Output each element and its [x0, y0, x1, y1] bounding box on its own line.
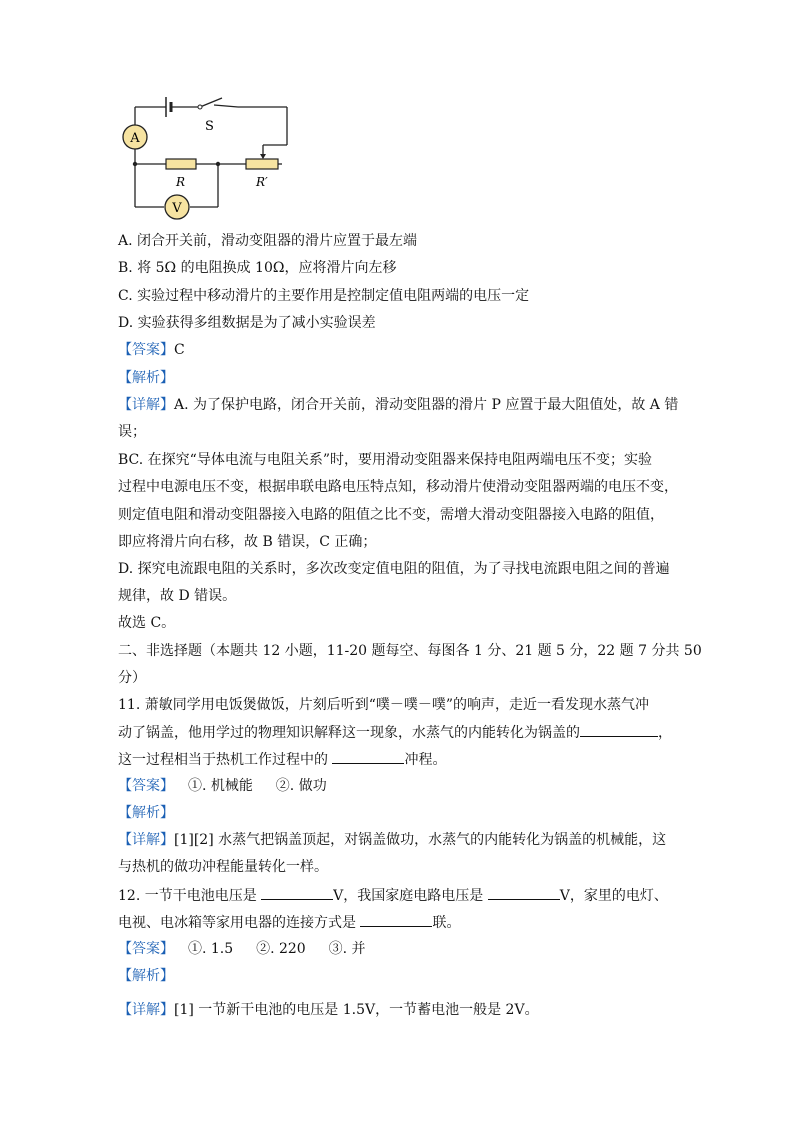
q12-text: V，家里的电灯、: [559, 888, 668, 904]
q11-detail-line: [118, 830, 666, 850]
option-c: C. 实验过程中移动滑片的主要作用是控制定值电阻两端的电压一定: [118, 288, 530, 304]
option-b: B. 将 5Ω 的电阻换成 10Ω，应将滑片向左移: [118, 260, 397, 276]
answer-blank: [261, 885, 333, 900]
q10-answer: [118, 340, 185, 360]
q12-text: 联。: [432, 915, 461, 931]
q10-detail-line: 规律，故 D 错误。: [118, 588, 237, 604]
q10-detail-line: BC. 在探究“导体电流与电阻关系”时，要用滑动变阻器来保持电阻两端电压不变；实验: [118, 452, 652, 468]
q11-answer: [118, 776, 327, 796]
switch-label: S: [205, 119, 214, 134]
section-heading-cont: 分）: [118, 670, 146, 686]
detail-tag: 【详解】: [118, 397, 174, 413]
answer-tag: 【答案】: [118, 778, 174, 794]
option-a: A. 闭合开关前，滑动变阻器的滑片应置于最左端: [118, 233, 418, 249]
answer-blank: [360, 912, 432, 927]
q10-detail-line: 过程中电源电压不变，根据串联电路电压特点知，移动滑片使滑动变阻器两端的电压不变，: [118, 479, 678, 495]
q11-text: 动了锅盖，他用学过的物理知识解释这一现象，水蒸气的内能转化为锅盖的: [118, 725, 580, 741]
detail-text: [1] 一节新干电池的电压是 1.5V，一节蓄电池一般是 2V。: [174, 1002, 539, 1018]
q11-detail-line: 与热机的做功冲程能量转化一样。: [118, 859, 328, 875]
option-d: D. 实验获得多组数据是为了减小实验误差: [118, 315, 376, 331]
q12-text: V，我国家庭电路电压是: [333, 888, 488, 904]
answer-blank: [488, 885, 560, 900]
rheostat-label: R′: [256, 175, 268, 189]
detail-text: [1][2] 水蒸气把锅盖顶起，对锅盖做功，水蒸气的内能转化为锅盖的机械能，这: [174, 832, 667, 848]
voltmeter-label: V: [172, 201, 182, 216]
detail-text: A. 为了保护电路，闭合开关前，滑动变阻器的滑片 P 应置于最大阻值处，故 A 错: [174, 397, 679, 413]
q10-detail-line: 故选 C。: [118, 615, 176, 631]
q12-analysis-tag: 【解析】: [118, 968, 174, 984]
q11-line: [118, 749, 446, 770]
q10-detail-line: 误；: [118, 424, 146, 440]
q12-line: [118, 912, 460, 933]
q10-detail-line: 即应将滑片向右移，故 B 错误，C 正确；: [118, 534, 377, 550]
detail-tag: 【详解】: [118, 832, 174, 848]
answer-blank: [580, 722, 658, 737]
answer-blank: [332, 749, 404, 764]
answer-value: ①. 机械能 ②. 做功: [188, 778, 327, 794]
q10-detail-line: [118, 395, 678, 415]
q11-text: 冲程。: [404, 752, 447, 768]
q11-line: 11. 萧敏同学用电饭煲做饭，片刻后听到“噗－噗－噗”的响声，走近一看发现水蒸气冲: [118, 697, 650, 713]
q10-detail-line: 则定值电阻和滑动变阻器接入电路的阻值之比不变，需增大滑动变阻器接入电路的阻值，: [118, 507, 664, 523]
q11-text: ，: [658, 725, 672, 741]
circuit-diagram: [118, 92, 298, 222]
q12-text: 电视、电冰箱等家用电器的连接方式是: [118, 915, 361, 931]
q12-text: 12. 一节干电池电压是: [118, 888, 262, 904]
q11-analysis-tag: 【解析】: [118, 805, 174, 821]
answer-value: C: [174, 342, 185, 358]
ammeter-label: A: [130, 131, 140, 146]
q10-detail-line: D. 探究电流跟电阻的关系时，多次改变定值电阻的阻值，为了寻找电流跟电阻之间的普遍: [118, 561, 670, 577]
answer-tag: 【答案】: [118, 342, 174, 358]
q10-analysis-tag: 【解析】: [118, 370, 174, 386]
q12-line: [118, 885, 668, 906]
q12-answer: [118, 939, 366, 959]
section-heading: 二、非选择题（本题共 12 小题，11-20 题每空、每图各 1 分、21 题 5 分，22 题 7 分共 50: [118, 643, 702, 659]
answer-value: ①. 1.5 ②. 220 ③. 并: [188, 941, 366, 957]
q11-text: 这一过程相当于热机工作过程中的: [118, 752, 333, 768]
resistor-label: R: [176, 175, 186, 189]
detail-tag: 【详解】: [118, 1002, 174, 1018]
answer-tag: 【答案】: [118, 941, 174, 957]
q11-line: [118, 722, 672, 743]
q12-detail-line: [118, 1000, 539, 1020]
